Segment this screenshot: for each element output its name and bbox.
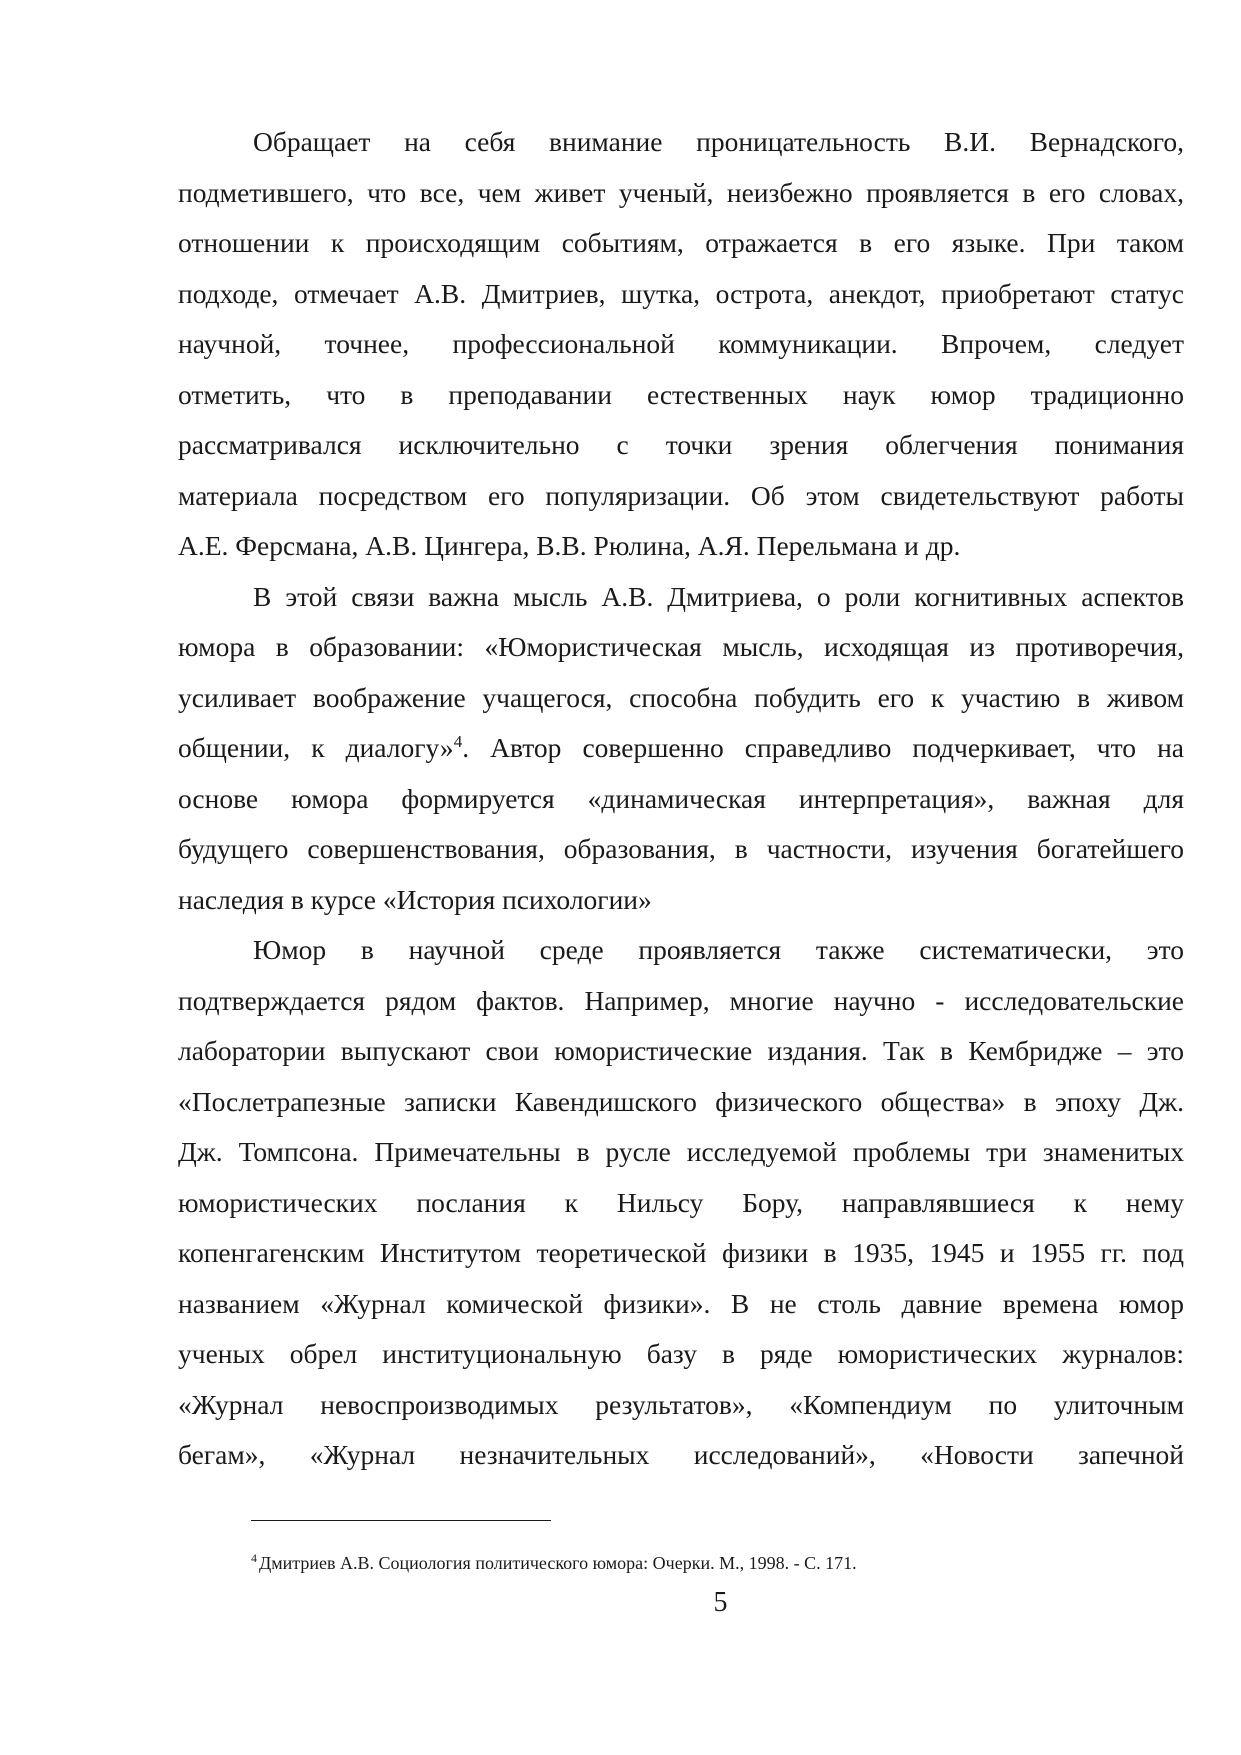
text-line: А.Е. Ферсмана, А.В. Цингера, В.В. Рюлина, А.Я. Перельмана и др. xyxy=(178,530,961,561)
text-line: «Послетрапезные записки Кавендишского физического общества» в эпоху Дж. xyxy=(178,1085,1184,1117)
text-line: Обращает на себя внимание проницательность В.И. Вернадского, xyxy=(253,126,1184,157)
paragraph-2 xyxy=(178,572,1184,926)
text-line: научной, точнее, профессиональной коммуникации. Впрочем, следует xyxy=(178,328,1184,359)
paragraph-1 xyxy=(178,117,1184,572)
body-text xyxy=(178,117,1184,1481)
text-line: юмористических послания к Нильсу Бору, направлявшиеся к нему xyxy=(178,1186,1184,1218)
text-line: основе юмора формируется «динамическая интерпретация», важная для xyxy=(178,782,1184,814)
text-line: копенгагенским Институтом теоретической физики в 1935, 1945 и 1955 гг. под xyxy=(178,1237,1184,1268)
footnote-separator xyxy=(251,1520,551,1521)
text-line: названием «Журнал комической физики». В не столь давние времена юмор xyxy=(178,1287,1184,1319)
text-line: материала посредством его популяризации. Об этом свидетельствуют работы xyxy=(178,479,1184,511)
text-line: бегам», «Журнал незначительных исследований», «Новости запечной xyxy=(178,1439,1184,1470)
page-number: 5 xyxy=(713,1587,728,1618)
paragraph-3 xyxy=(178,925,1184,1481)
text-line: Юмор в научной среде проявляется также систематически, это xyxy=(253,934,1184,965)
text-line: «Журнал невоспроизводимых результатов», «Компендиум по улиточным xyxy=(178,1388,1184,1420)
text-line: отношении к происходящим событиям, отражается в его языке. При таком xyxy=(178,227,1184,258)
text-line: отметить, что в преподавании естественных наук юмор традиционно xyxy=(178,378,1184,410)
footnote xyxy=(251,1551,857,1575)
text-line: рассматривался исключительно с точки зрения облегчения понимания xyxy=(178,429,1184,460)
text-line-with-footnote xyxy=(178,723,1184,774)
footnote-reference[interactable]: 4 xyxy=(453,731,463,751)
text-line: подтверждается рядом фактов. Например, многие научно - исследовательские xyxy=(178,984,1184,1016)
text-line: подметившего, что все, чем живет ученый, неизбежно проявляется в его словах, xyxy=(178,176,1184,208)
footnote-number: 4 xyxy=(251,1551,257,1565)
text-line: наследия в курсе «История психологии» xyxy=(178,883,652,915)
text-line: ученых обрел институциональную базу в ряде юмористических журналов: xyxy=(178,1338,1184,1369)
text-line: будущего совершенствования, образования, в частности, изучения богатейшего xyxy=(178,833,1184,864)
text-line: усиливает воображение учащегося, способна побудить его к участию в живом xyxy=(178,681,1184,713)
text-segment: общении, к диалогу» xyxy=(178,732,454,763)
text-line: лаборатории выпускают свои юмористические издания. Так в Кембридже – это xyxy=(178,1035,1184,1066)
text-segment: . Автор совершенно справедливо подчеркивает, что на xyxy=(462,732,1184,763)
footnote-text: Дмитриев А.В. Социология политического юмора: Очерки. М., 1998. - С. 171. xyxy=(259,1553,857,1573)
text-line: подходе, отмечает А.В. Дмитриев, шутка, острота, анекдот, приобретают статус xyxy=(178,277,1184,309)
text-line: В этой связи важна мысль А.В. Дмитриева, о роли когнитивных аспектов xyxy=(253,580,1184,612)
text-line: Дж. Томпсона. Примечательны в русле исследуемой проблемы три знаменитых xyxy=(178,1136,1184,1167)
text-line: юмора в образовании: «Юмористическая мысль, исходящая из противоречия, xyxy=(178,631,1184,662)
